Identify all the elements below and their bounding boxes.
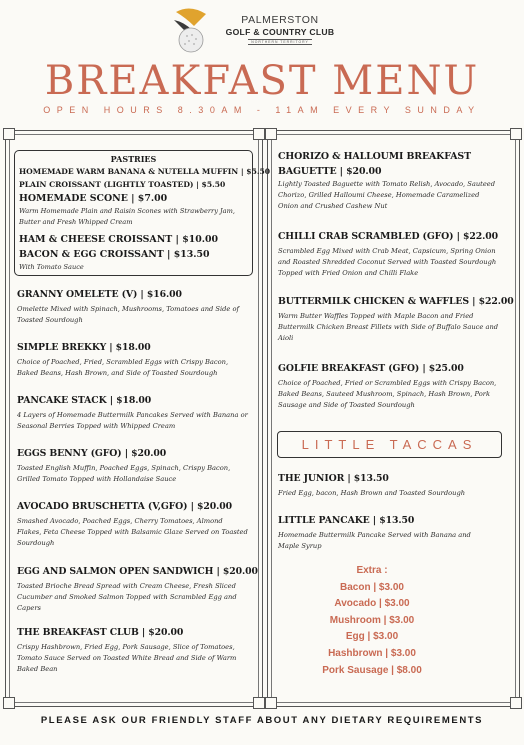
menu-item (278, 149, 500, 213)
menu-item-description: Toasted Brioche Bread Spread with Cream Cheese, Fresh Sliced Cucumber and Smoked Salmon Topped with Scrambled Egg and Capers (17, 582, 237, 613)
menu-item-title: CHORIZO & HALLOUMI BREAKFAST (278, 151, 471, 162)
menu-item-description: Choice of Poached, Fried, Scrambled Eggs with Crispy Bacon, Baked Beans, Hash Brown, and Side of Toasted Sourdough (17, 358, 229, 378)
menu-item-title: EGGS BENNY (GFO) | $20.00 (17, 448, 167, 459)
menu-item-title: PANCAKE STACK | $18.00 (17, 395, 152, 406)
pastries-section (14, 150, 271, 276)
extra-item: Egg | $3.00 (345, 631, 399, 643)
menu-item-title: HAM & CHEESE CROISSANT | $10.00 (19, 234, 219, 245)
menu-item (17, 394, 249, 432)
menu-item-title: PLAIN CROISSANT (LIGHTLY TOASTED) | $5.50 (19, 180, 226, 189)
menu-item-description: Scrambled Egg Mixed with Crab Meat, Capsicum, Spring Onion and Roasted Shredded Coconut Served with Toasted Sourdough Topped with Fried Onion and Chilli Flake (278, 247, 497, 278)
menu-item-title: BAGUETTE | $20.00 (278, 166, 382, 177)
extra-item: Avocado | $3.00 (334, 598, 410, 610)
menu-item-description: Warm Butter Waffles Topped with Maple Bacon and Fried Buttermilk Chicken Breast Fillets with Side of Buffalo Sauce and Aioli (278, 312, 499, 343)
menu-item-title: HOMEMADE SCONE | $7.00 (19, 193, 168, 204)
little-taccas-banner (277, 431, 502, 458)
menu-item-description: Choice of Poached, Fried or Scrambled Eggs with Crispy Bacon, Baked Beans, Sauteed Mushroom, Spinach, Hash Brown, Pork Sausage and Side of Toasted Sourdough (278, 379, 497, 410)
menu-item (17, 626, 249, 676)
menu-item-description: Toasted English Muffin, Poached Eggs, Spinach, Crispy Bacon, Grilled Tomato Topped with Hollandaise Sauce (17, 464, 231, 484)
menu-item-description: With Tomato Sauce (19, 263, 84, 271)
opening-hours: OPEN HOURS 8.30AM - 11AM EVERY SUNDAY (43, 105, 481, 115)
extras-heading: Extra : (356, 565, 388, 576)
menu-item-title: SIMPLE BREKKY | $18.00 (17, 342, 151, 353)
menu-item-description: Lightly Toasted Baguette with Tomato Relish, Avocado, Sauteed Chorizo, Grilled Halloumi Cheese, Homemade Caramelized Onion and Crushed Cashew Nut (278, 180, 496, 211)
menu-item (278, 362, 500, 412)
menu-item-description: Omelette Mixed with Spinach, Mushrooms, Tomatoes and Side of Toasted Sourdough (17, 305, 240, 325)
club-logo (170, 2, 354, 57)
frame-corner (253, 697, 265, 709)
menu-item-title: THE JUNIOR | $13.50 (278, 473, 389, 484)
menu-item-description: Crispy Hashbrown, Fried Egg, Pork Sausage, Slice of Tomatoes, Tomato Sauce Served on Toasted White Bread and Side of Warm Baked Bean (17, 643, 237, 674)
frame-corner (265, 128, 277, 140)
menu-item (17, 565, 258, 615)
extra-item: Mushroom | $3.00 (329, 614, 415, 626)
extra-item: Hashbrown | $3.00 (328, 647, 416, 659)
menu-item (278, 230, 500, 280)
frame-corner (253, 128, 265, 140)
extra-item: Pork Sausage | $8.00 (322, 664, 422, 676)
menu-item-title: LITTLE PANCAKE | $13.50 (278, 515, 415, 526)
menu-item-title: HOMEMADE WARM BANANA & NUTELLA MUFFIN | $5.50 (19, 167, 271, 176)
menu-item-description: Fried Egg, bacon, Hash Brown and Toasted Sourdough (278, 489, 466, 497)
frame-corner (265, 697, 277, 709)
extras-section (277, 563, 467, 679)
logo-subtitle: GOLF & COUNTRY CLUB (225, 27, 335, 37)
menu-item (278, 472, 500, 499)
menu-item (17, 447, 249, 485)
menu-item (17, 341, 249, 379)
frame-corner (510, 697, 522, 709)
menu-item-title: BUTTERMILK CHICKEN & WAFFLES | $22.00 (278, 296, 514, 307)
menu-item-description: 4 Layers of Homemade Buttermilk Pancakes Served with Banana or Seasonal Berries Topped with Whipped Cream (17, 411, 248, 431)
golf-ball-logo-icon (170, 6, 212, 54)
extra-item: Bacon | $3.00 (340, 581, 404, 593)
pastries-heading: PASTRIES (110, 154, 157, 164)
frame-corner (3, 697, 15, 709)
page-title: BREAKFAST MENU (44, 58, 480, 104)
frame-corner (510, 128, 522, 140)
dietary-notice: PLEASE ASK OUR FRIENDLY STAFF ABOUT ANY DIETARY REQUIREMENTS (40, 715, 484, 726)
menu-item-title: CHILLI CRAB SCRAMBLED (GFO) | $22.00 (278, 231, 499, 242)
menu-item-description: Homemade Buttermilk Pancake Served with Banana and Maple Syrup (278, 531, 471, 551)
menu-item-title: GRANNY OMELETE (V) | $16.00 (17, 289, 182, 300)
menu-item (278, 295, 514, 345)
menu-item-title: GOLFIE BREAKFAST (GFO) | $25.00 (278, 363, 464, 374)
menu-item-title: EGG AND SALMON OPEN SANDWICH | $20.00 (17, 566, 258, 577)
logo-region: NORTHERN TERRITORY (248, 39, 312, 45)
menu-item (17, 288, 249, 326)
logo-name: PALMERSTON (241, 14, 319, 26)
menu-item-description: Smashed Avocado, Poached Eggs, Cherry Tomatoes, Almond Flakes, Feta Cheese Topped with Balsamic Glaze Served on Toasted Sourdough (17, 517, 248, 548)
menu-item (17, 500, 249, 550)
menu-item-title: BACON & EGG CROISSANT | $13.50 (19, 249, 210, 260)
menu-item-title: AVOCADO BRUSCHETTA (V,GFO) | $20.00 (17, 501, 233, 512)
menu-item (278, 514, 483, 552)
little-taccas-heading: LITTLE TACCAS (301, 437, 478, 452)
menu-item-description: Warm Homemade Plain and Raisin Scones with Strawberry Jam, Butter and Fresh Whipped Cream (19, 207, 235, 226)
menu-item-title: THE BREAKFAST CLUB | $20.00 (17, 627, 184, 638)
frame-corner (3, 128, 15, 140)
